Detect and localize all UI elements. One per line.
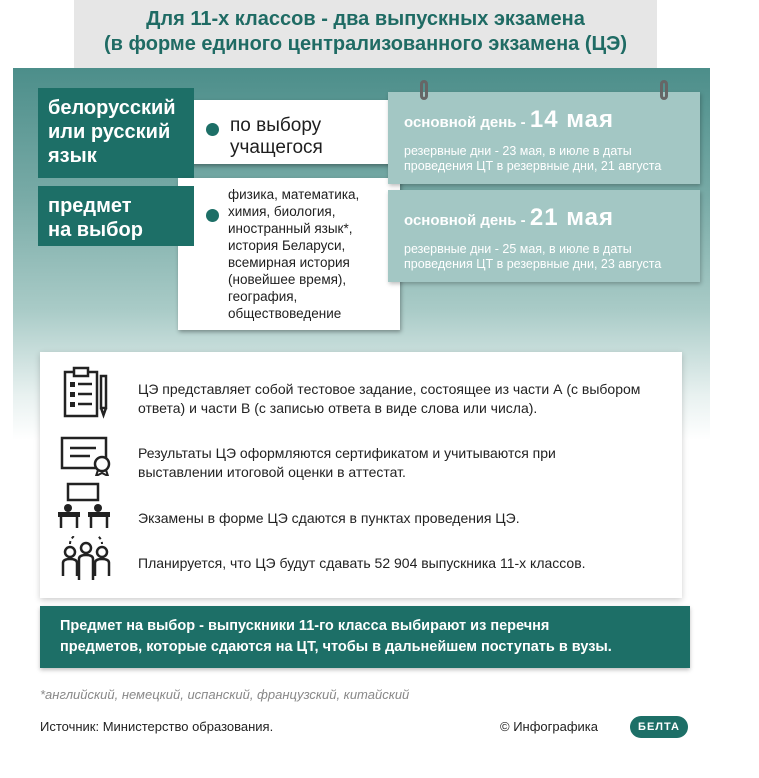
exam2-calendar-card	[388, 190, 700, 282]
exam1-main-day	[404, 106, 614, 134]
exam1-bullet-dot	[206, 123, 219, 136]
info-text-4	[138, 554, 586, 573]
info-box	[40, 352, 682, 598]
page-title	[74, 7, 657, 57]
title-line-2: (в форме единого централизованного экзамена (ЦЭ)	[104, 33, 627, 55]
exam1-subject-label	[38, 88, 194, 178]
exam2-label-line1: предмет	[48, 195, 132, 217]
subject-item: иностранный язык*,	[228, 221, 353, 236]
info-4-line1: Планируется, что ЦЭ будут сдавать 52 904 выпускника 11-х классов.	[138, 555, 586, 571]
source-text: Источник: Министерство образования.	[40, 719, 274, 734]
test-clipboard-icon	[62, 366, 112, 420]
exam1-label-line3: язык	[48, 145, 97, 167]
calendar-ring-icon	[660, 80, 668, 100]
subject-item: история Беларуси,	[228, 238, 346, 253]
exam2-label-line2: на выбор	[48, 219, 143, 241]
exam2-reserve-line2: проведения ЦТ в резервные дни, 23 августа	[404, 257, 662, 271]
exam1-choice-line1: по выбору	[230, 115, 322, 136]
exam2-reserve-days	[404, 242, 661, 272]
info-2-line2: выставлении итоговой оценки в аттестат.	[138, 464, 406, 480]
subject-item: география,	[228, 289, 298, 304]
info-text-2	[138, 444, 556, 482]
exam1-label-line2: или русский	[48, 121, 171, 143]
footnote: *английский, немецкий, испанский, французский, китайский	[40, 687, 410, 702]
info-1-line1: ЦЭ представляет собой тестовое задание, состоящее из части А (с выбором	[138, 381, 641, 397]
info-2-line1: Результаты ЦЭ оформляются сертификатом и учитываются при	[138, 445, 556, 461]
students-group-icon	[60, 536, 112, 588]
exam2-bullet-dot	[206, 209, 219, 222]
exam1-main-day-label: основной день -	[404, 114, 526, 131]
exam1-reserve-days	[404, 144, 661, 174]
exam2-subject-label	[38, 186, 194, 246]
exam2-reserve-line1: резервные дни - 25 мая, в июле в даты	[404, 242, 632, 256]
exam1-reserve-line2: проведения ЦТ в резервные дни, 21 августа	[404, 159, 662, 173]
exam2-subjects-list	[228, 186, 359, 322]
certificate-icon	[60, 436, 116, 476]
exam1-calendar-card	[388, 92, 700, 184]
calendar-ring-icon	[420, 80, 428, 100]
subject-item: (новейшее время),	[228, 272, 347, 287]
banner-line2: предметов, которые сдаются на ЦТ, чтобы в дальнейшем поступать в вузы.	[60, 639, 612, 655]
subject-item: химия, биология,	[228, 204, 336, 219]
exam1-main-day-date: 14 мая	[529, 106, 614, 133]
subject-item: всемирная история	[228, 255, 350, 270]
exam1-choice-text	[230, 115, 323, 159]
exam1-choice-line2: учащегося	[230, 137, 323, 158]
classroom-icon	[56, 482, 112, 530]
info-text-1	[138, 380, 640, 418]
info-1-line2: ответа) и части В (с записью ответа в виде слова или числа).	[138, 400, 538, 416]
belta-logo: БЕЛТА	[630, 716, 688, 738]
exam2-main-day-date: 21 мая	[529, 204, 614, 231]
exam1-reserve-line1: резервные дни - 23 мая, в июле в даты	[404, 144, 632, 158]
subject-item: обществоведение	[228, 306, 342, 321]
exam2-main-day	[404, 204, 614, 232]
bottom-banner	[40, 606, 690, 668]
info-3-line1: Экзамены в форме ЦЭ сдаются в пунктах проведения ЦЭ.	[138, 510, 520, 526]
info-text-3	[138, 509, 520, 528]
title-line-1: Для 11-х классов - два выпускных экзамена	[146, 8, 585, 30]
exam1-label-line1: белорусский	[48, 97, 176, 119]
exam2-main-day-label: основной день -	[404, 212, 526, 229]
credit-text: © Инфографика	[500, 719, 599, 734]
subject-item: физика, математика,	[228, 187, 360, 202]
banner-line1: Предмет на выбор - выпускники 11-го класса выбирают из перечня	[60, 618, 550, 634]
